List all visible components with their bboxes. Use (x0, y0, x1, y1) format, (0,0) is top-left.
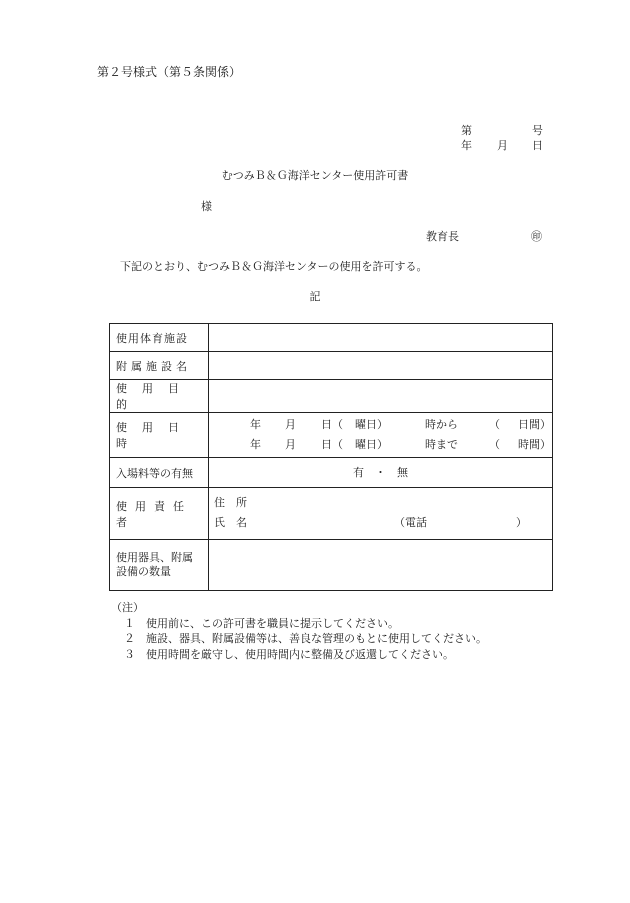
purpose-label: 使用目的 (110, 380, 209, 413)
table-row-datetime (110, 413, 553, 458)
notes-heading: （注） (111, 601, 144, 614)
dt2-unit: 時間） (518, 438, 551, 451)
seal-mark: ㊞ (531, 230, 542, 243)
intro-text: 下記のとおり、むつみＢ＆Ｇ海洋センターの使用を許可する。 (120, 260, 428, 273)
table-row-sub-facility (110, 352, 553, 380)
responsible-value (209, 488, 553, 540)
facility-label: 使用体育施設 (110, 324, 209, 352)
dt1-weekday: 曜日） (355, 418, 388, 431)
name-label: 氏 名 (214, 516, 247, 529)
equipment-label: 使用器具、附属 設備の数量 (110, 540, 209, 591)
sub-facility-label: 附属施設名 (110, 352, 209, 380)
note-item: ２ 施設、器具、附属設備等は、善良な管理のもとに使用してください。 (124, 632, 487, 645)
dt1-day: 日（ (321, 418, 343, 431)
addressee-suffix: 様 (201, 200, 212, 213)
doc-number-go: 号 (532, 124, 543, 137)
phone-close: ） (516, 516, 527, 529)
table-row-responsible (110, 488, 553, 540)
dt2-day: 日（ (321, 438, 343, 451)
dt2-weekday: 曜日） (355, 438, 388, 451)
purpose-value (209, 380, 553, 413)
dt2-month: 月 (285, 438, 296, 451)
dt1-time: 時から (425, 418, 458, 431)
dt2-time: 時まで (425, 438, 458, 451)
dt1-unit: 日間） (518, 418, 551, 431)
table-row-equipment (110, 540, 553, 591)
doc-date-month: 月 (497, 139, 508, 152)
address-label: 住 所 (214, 496, 247, 509)
dt1-year: 年 (250, 418, 261, 431)
equipment-value (209, 540, 553, 591)
facility-value (209, 324, 553, 352)
phone-label: （電話 (394, 516, 427, 529)
dt1-paren: （ (489, 418, 500, 431)
responsible-label: 使用責任者 (110, 488, 209, 540)
datetime-label: 使用日時 (110, 413, 209, 458)
fee-value-cell (209, 458, 553, 488)
fee-value: 有 ・ 無 (353, 466, 408, 479)
document-title: むつみＢ＆Ｇ海洋センター使用許可書 (221, 169, 409, 182)
permit-table (109, 323, 553, 591)
fee-label: 入場料等の有無 (110, 458, 209, 488)
table-row-fee (110, 458, 553, 488)
doc-date-day: 日 (532, 139, 543, 152)
doc-number-dai: 第 (461, 124, 472, 137)
ki-heading: 記 (309, 290, 321, 303)
sub-facility-value (209, 352, 553, 380)
table-row-purpose (110, 380, 553, 413)
doc-date-year: 年 (461, 139, 472, 152)
notes (111, 600, 487, 662)
issuer: 教育長 (426, 230, 459, 243)
form-number: 第２号様式（第５条関係） (97, 65, 242, 79)
note-item: １ 使用前に、この許可書を職員に提示してください。 (124, 616, 399, 630)
dt1-month: 月 (285, 418, 296, 431)
dt2-year: 年 (250, 438, 261, 451)
table-row-facility (110, 324, 553, 352)
dt2-paren: （ (489, 438, 500, 451)
note-item: ３ 使用時間を厳守し、使用時間内に整備及び返還してください。 (124, 647, 454, 661)
datetime-value (209, 413, 553, 458)
